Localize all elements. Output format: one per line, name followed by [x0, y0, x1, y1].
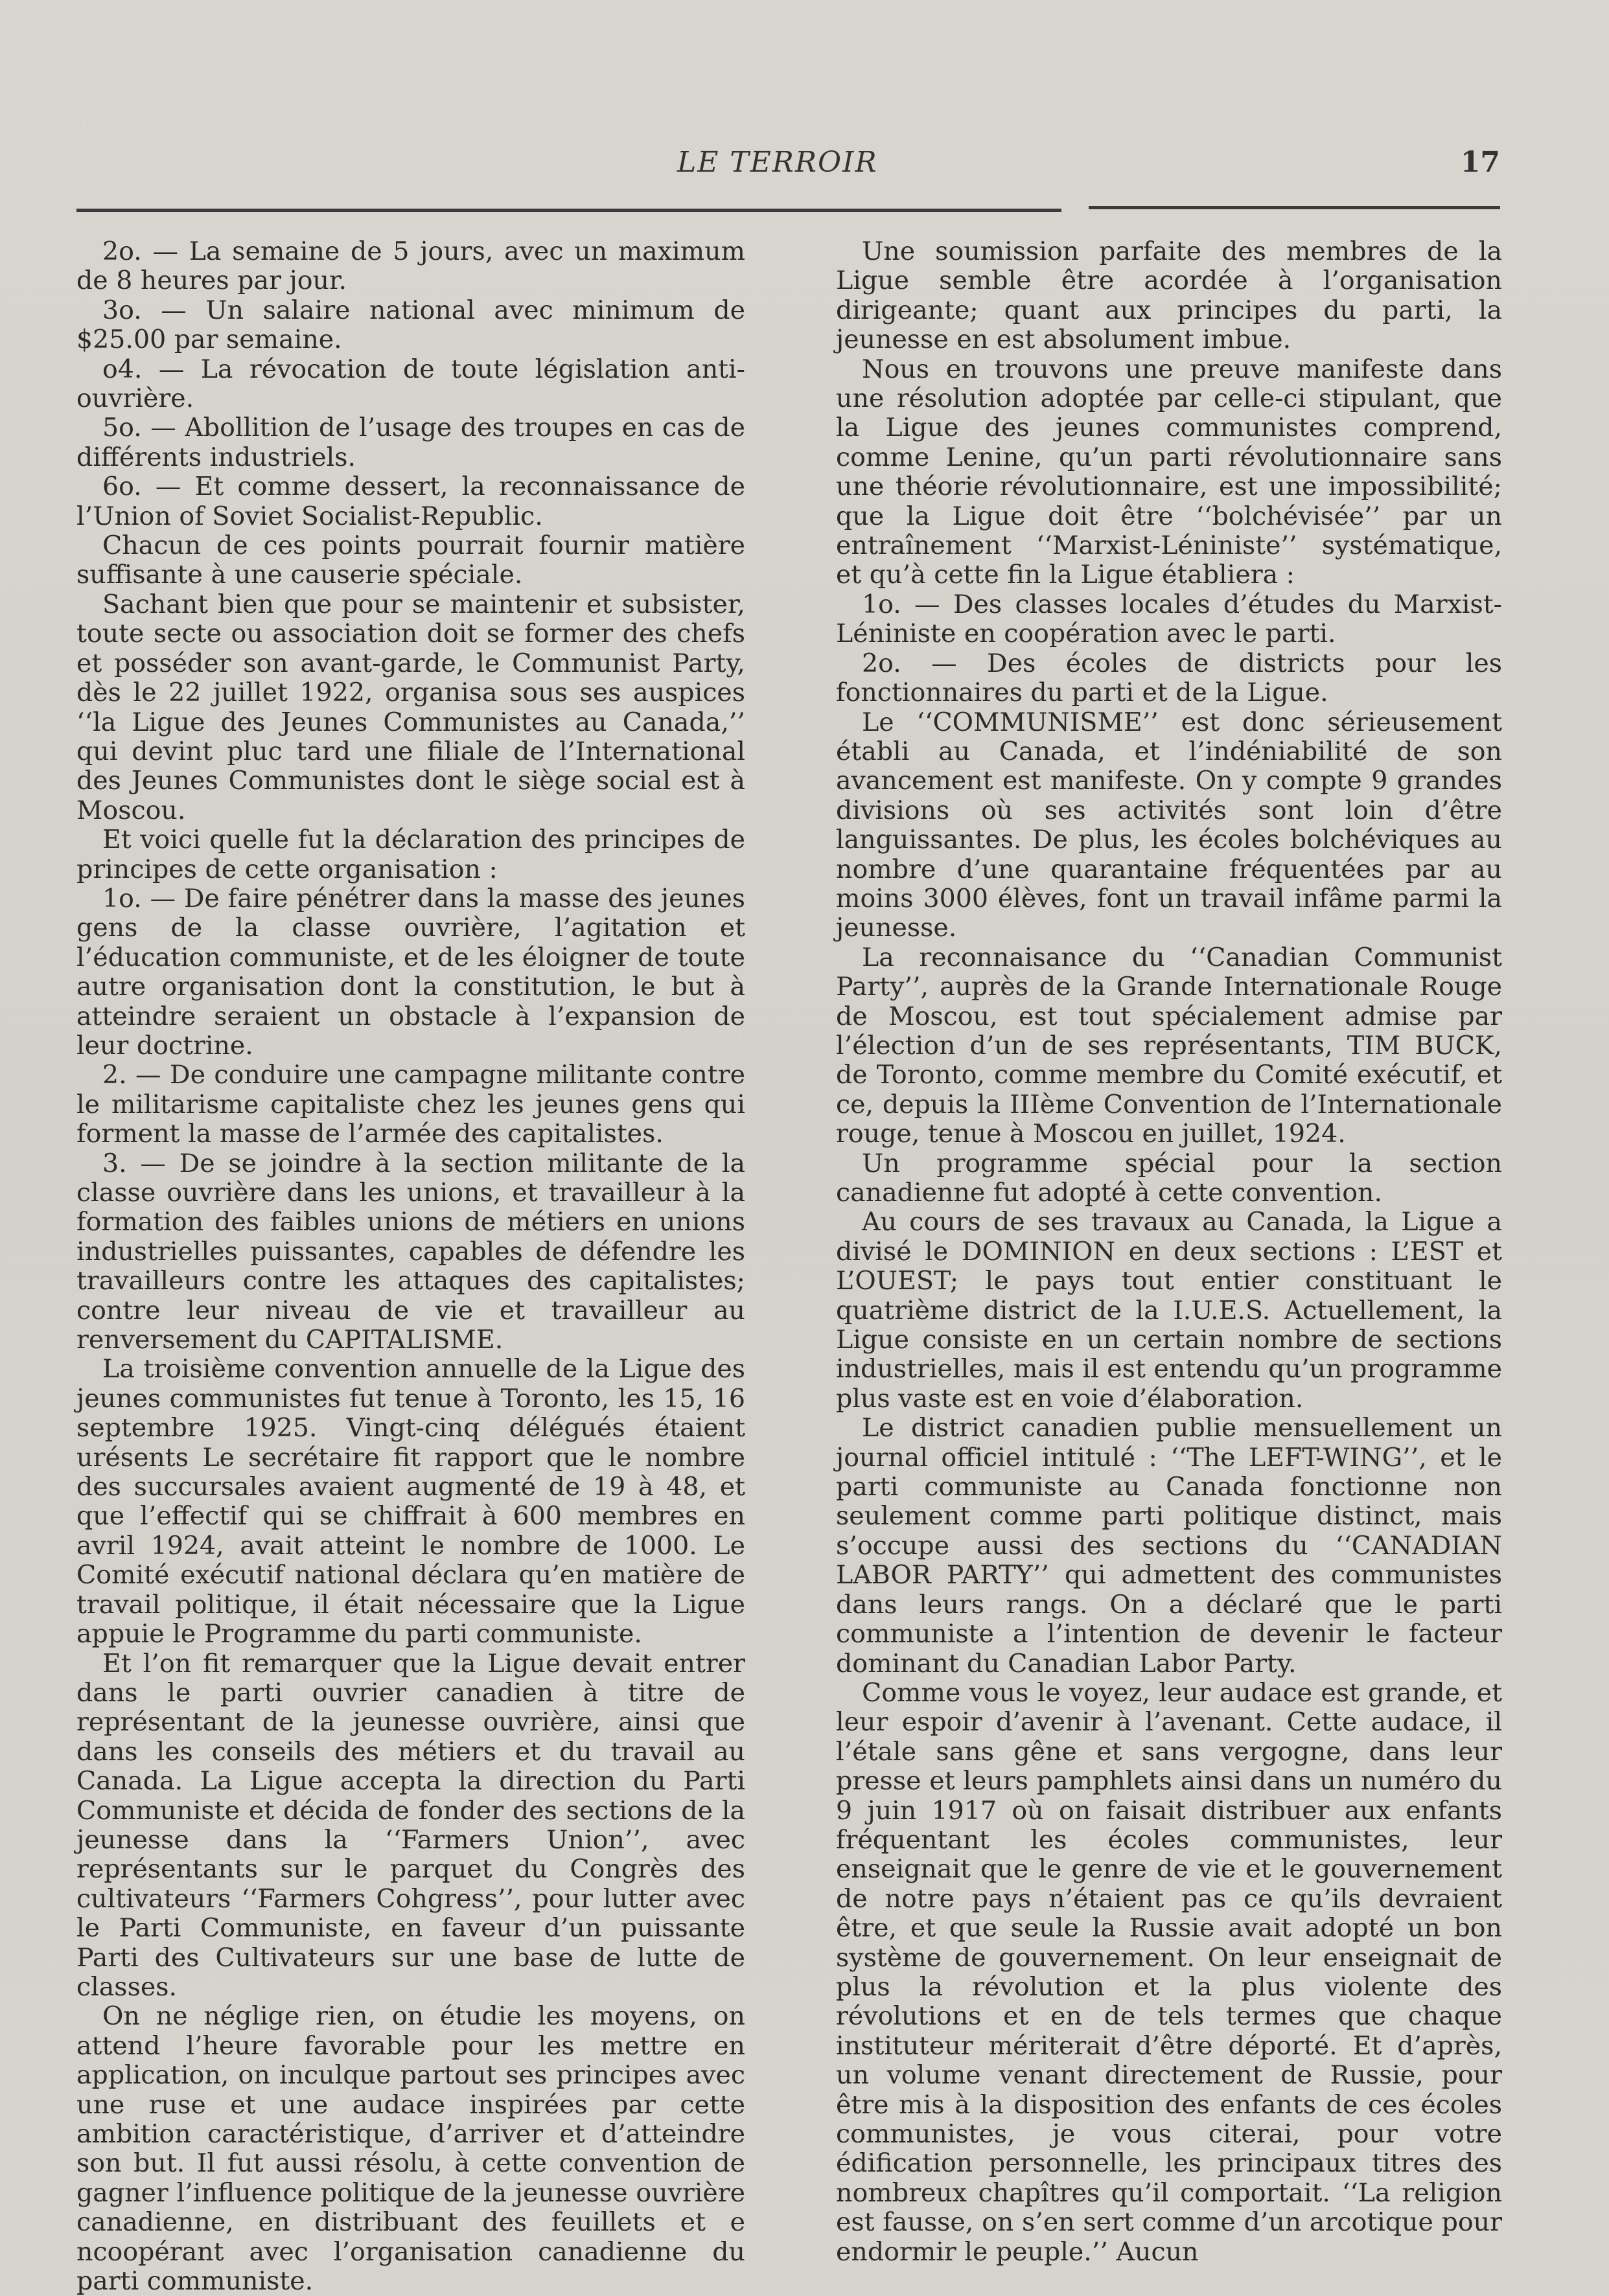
header-rule: [1089, 206, 1500, 209]
page-header: [0, 146, 1609, 185]
paragraph: 2o. — La semaine de 5 jours, avec un maximum de 8 heures par jour.: [76, 236, 745, 296]
paragraph: 6o. — Et comme dessert, la reconnaissance de l’Union of Soviet Socialist-Republic.: [76, 472, 745, 531]
paragraph: Le ‘‘COMMUNISME’’ est donc sérieusement établi au Canada, et l’indéniabilité de son avancement est manifeste. On y compte 9 grandes divisions où ses activités sont loin d’être languissantes. De plus, les écoles bolchéviques au nombre d’une quarantaine fréquentées par au moins 3000 élèves, font un travail infâme parmi la jeunesse.: [836, 707, 1502, 943]
paragraph: Une soumission parfaite des membres de la Ligue semble être acordée à l’organisation dirigeante; quant aux principes du parti, la jeunesse en est absolument imbue.: [836, 236, 1502, 355]
paragraph: 2o. — Des écoles de districts pour les fonctionnaires du parti et de la Ligue.: [836, 648, 1502, 708]
paragraph: Et voici quelle fut la déclaration des principes de principes de cette organisation :: [76, 825, 745, 884]
paragraph: Et l’on fit remarquer que la Ligue devait entrer dans le parti ouvrier canadien à titre de représentant de la jeunesse ouvrière, ainsi que dans les conseils des métiers et du travail au Canada. La Ligue accepta la direction du Parti Communiste et décida de fonder des sections de la jeunesse dans la ‘‘Farmers Union’’, avec représentants sur le parquet du Congrès des cultivateurs ‘‘Farmers Cohgress’’, pour lutter avec le Parti Communiste, en faveur d’un puissante Parti des Cultivateurs sur une base de lutte de classes.: [76, 1648, 745, 2002]
left-column: [76, 237, 745, 2296]
paragraph: Au cours de ses travaux au Canada, la Ligue a divisé le DOMINION en deux sections : L’EST et L’OUEST; le pays tout entier constituant le quatrième district de la I.U.E.S. Actuellement, la Ligue consiste en un certain nombre de sections industrielles, mais il est entendu qu’un programme plus vaste est en voie d’élaboration.: [836, 1207, 1502, 1414]
running-title: LE TERROIR: [677, 146, 878, 179]
paragraph: Comme vous le voyez, leur audace est grande, et leur espoir d’avenir à l’avenant. Cette audace, il l’étale sans gêne et sans vergogne, dans leur presse et leurs pamphlets ainsi dans un numéro du 9 juin 1917 où on faisait distribuer aux enfants fréquentant les écoles communistes, leur enseignait que le genre de vie et le gouvernement de notre pays n’étaient pas ce qu’ils devraient être, et que seule la Russie avait adopté un bon système de gouvernement. On leur enseignait de plus la révolution et la plus violente des révolutions et en de tels termes que chaque instituteur mériterait d’être déporté. Et d’après, un volume venant directement de Russie, pour être mis à la disposition des enfants de ces écoles communistes, je vous citerai, pour votre édification personnelle, les principaux titres des nombreux chapîtres qu’il comportait. ‘‘La religion est fausse, on s’en sert comme d’un arcotique pour endormir le peuple.’’ Aucun: [836, 1677, 1502, 2267]
paragraph: Un programme spécial pour la section canadienne fut adopté à cette convention.: [836, 1148, 1502, 1208]
paragraph: 2. — De conduire une campagne militante contre le militarisme capitaliste chez les jeunes gens qui forment la masse de l’armée des capitalistes.: [76, 1060, 745, 1149]
paragraph: La troisième convention annuelle de la Ligue des jeunes communistes fut tenue à Toronto, les 15, 16 septembre 1925. Vingt-cinq délégués étaient urésents Le secrétaire fit rapport que le nombre des succursales avaient augmenté de 19 à 48, et que l’effectif qui se chiffrait à 600 membres en avril 1924, avait atteint le nombre de 1000. Le Comité exécutif national déclara qu’en matière de travail politique, il était nécessaire que la Ligue appuie le Programme du parti communiste.: [76, 1354, 745, 1649]
paragraph: Le district canadien publie mensuellement un journal officiel intitulé : ‘‘The LEFT-WING’’, et le parti communiste au Canada fonctionne non seulement comme parti politique distinct, mais s’occupe aussi des sections du ‘‘CANADIAN LABOR PARTY’’ qui admettent des communistes dans leurs rangs. On a déclaré que le parti communiste a l’intention de devenir le facteur dominant du Canadian Labor Party.: [836, 1413, 1502, 1679]
paragraph: On ne néglige rien, on étudie les moyens, on attend l’heure favorable pour les mettre en application, on inculque partout ses principes avec une ruse et une audace inspirées par cette ambition caractéristique, d’arriver et d’atteindre son but. Il fut aussi résolu, à cette convention de gagner l’influence politique de la jeunesse ouvrière canadienne, en distribuant des feuillets et e ncoopérant avec l’organisation canadienne du parti communiste.: [76, 2001, 745, 2296]
paragraph: Chacun de ces points pourrait fournir matière suffisante à une causerie spéciale.: [76, 531, 745, 590]
paragraph: 1o. — De faire pénétrer dans la masse des jeunes gens de la classe ouvrière, l’agitation et l’éducation communiste, et de les éloigner de toute autre organisation dont la constitution, le but à atteindre seraient un obstacle à l’expansion de leur doctrine.: [76, 883, 745, 1061]
paragraph: o4. — La révocation de toute législation anti-ouvrière.: [76, 354, 745, 414]
paragraph: 5o. — Abollition de l’usage des troupes en cas de différents industriels.: [76, 413, 745, 472]
paragraph: 1o. — Des classes locales d’études du Marxist-Léniniste en coopération avec le parti.: [836, 589, 1502, 649]
header-rule: [76, 209, 1061, 212]
paragraph: 3. — De se joindre à la section militante de la classe ouvrière dans les unions, et travailleur à la formation des faibles unions de métiers en unions industrielles puissantes, capables de défendre les travailleurs contre les attaques des capitalistes; contre leur niveau de vie et travailleur au renversement du CAPITALISME.: [76, 1148, 745, 1355]
paragraph: Sachant bien que pour se maintenir et subsister, toute secte ou association doit se former des chefs et posséder son avant-garde, le Communist Party, dès le 22 juillet 1922, organisa sous ses auspices ‘‘la Ligue des Jeunes Communistes au Canada,’’ qui devint pluc tard une filiale de l’International des Jeunes Communistes dont le siège social est à Moscou.: [76, 589, 745, 825]
paragraph: Nous en trouvons une preuve manifeste dans une résolution adoptée par celle-ci stipulant, que la Ligue des jeunes communistes comprend, comme Lenine, qu’un parti révolutionnaire sans une théorie révolutionnaire, est une impossibilité; que la Ligue doit être ‘‘bolchévisée’’ par un entraînement ‘‘Marxist-Léniniste’’ systématique, et qu’à cette fin la Ligue établiera :: [836, 354, 1502, 590]
paragraph: La reconnaisance du ‘‘Canadian Communist Party’’, auprès de la Grande Internationale Rouge de Moscou, est tout spécialement admise par l’élection d’un de ses représentants, TIM BUCK, de Toronto, comme membre du Comité exécutif, et ce, depuis la IIIème Convention de l’Internationale rouge, tenue à Moscou en juillet, 1924.: [836, 942, 1502, 1149]
right-column: [836, 237, 1502, 2267]
page-number: 17: [1460, 146, 1500, 179]
paragraph: 3o. — Un salaire national avec minimum de $25.00 par semaine.: [76, 295, 745, 355]
